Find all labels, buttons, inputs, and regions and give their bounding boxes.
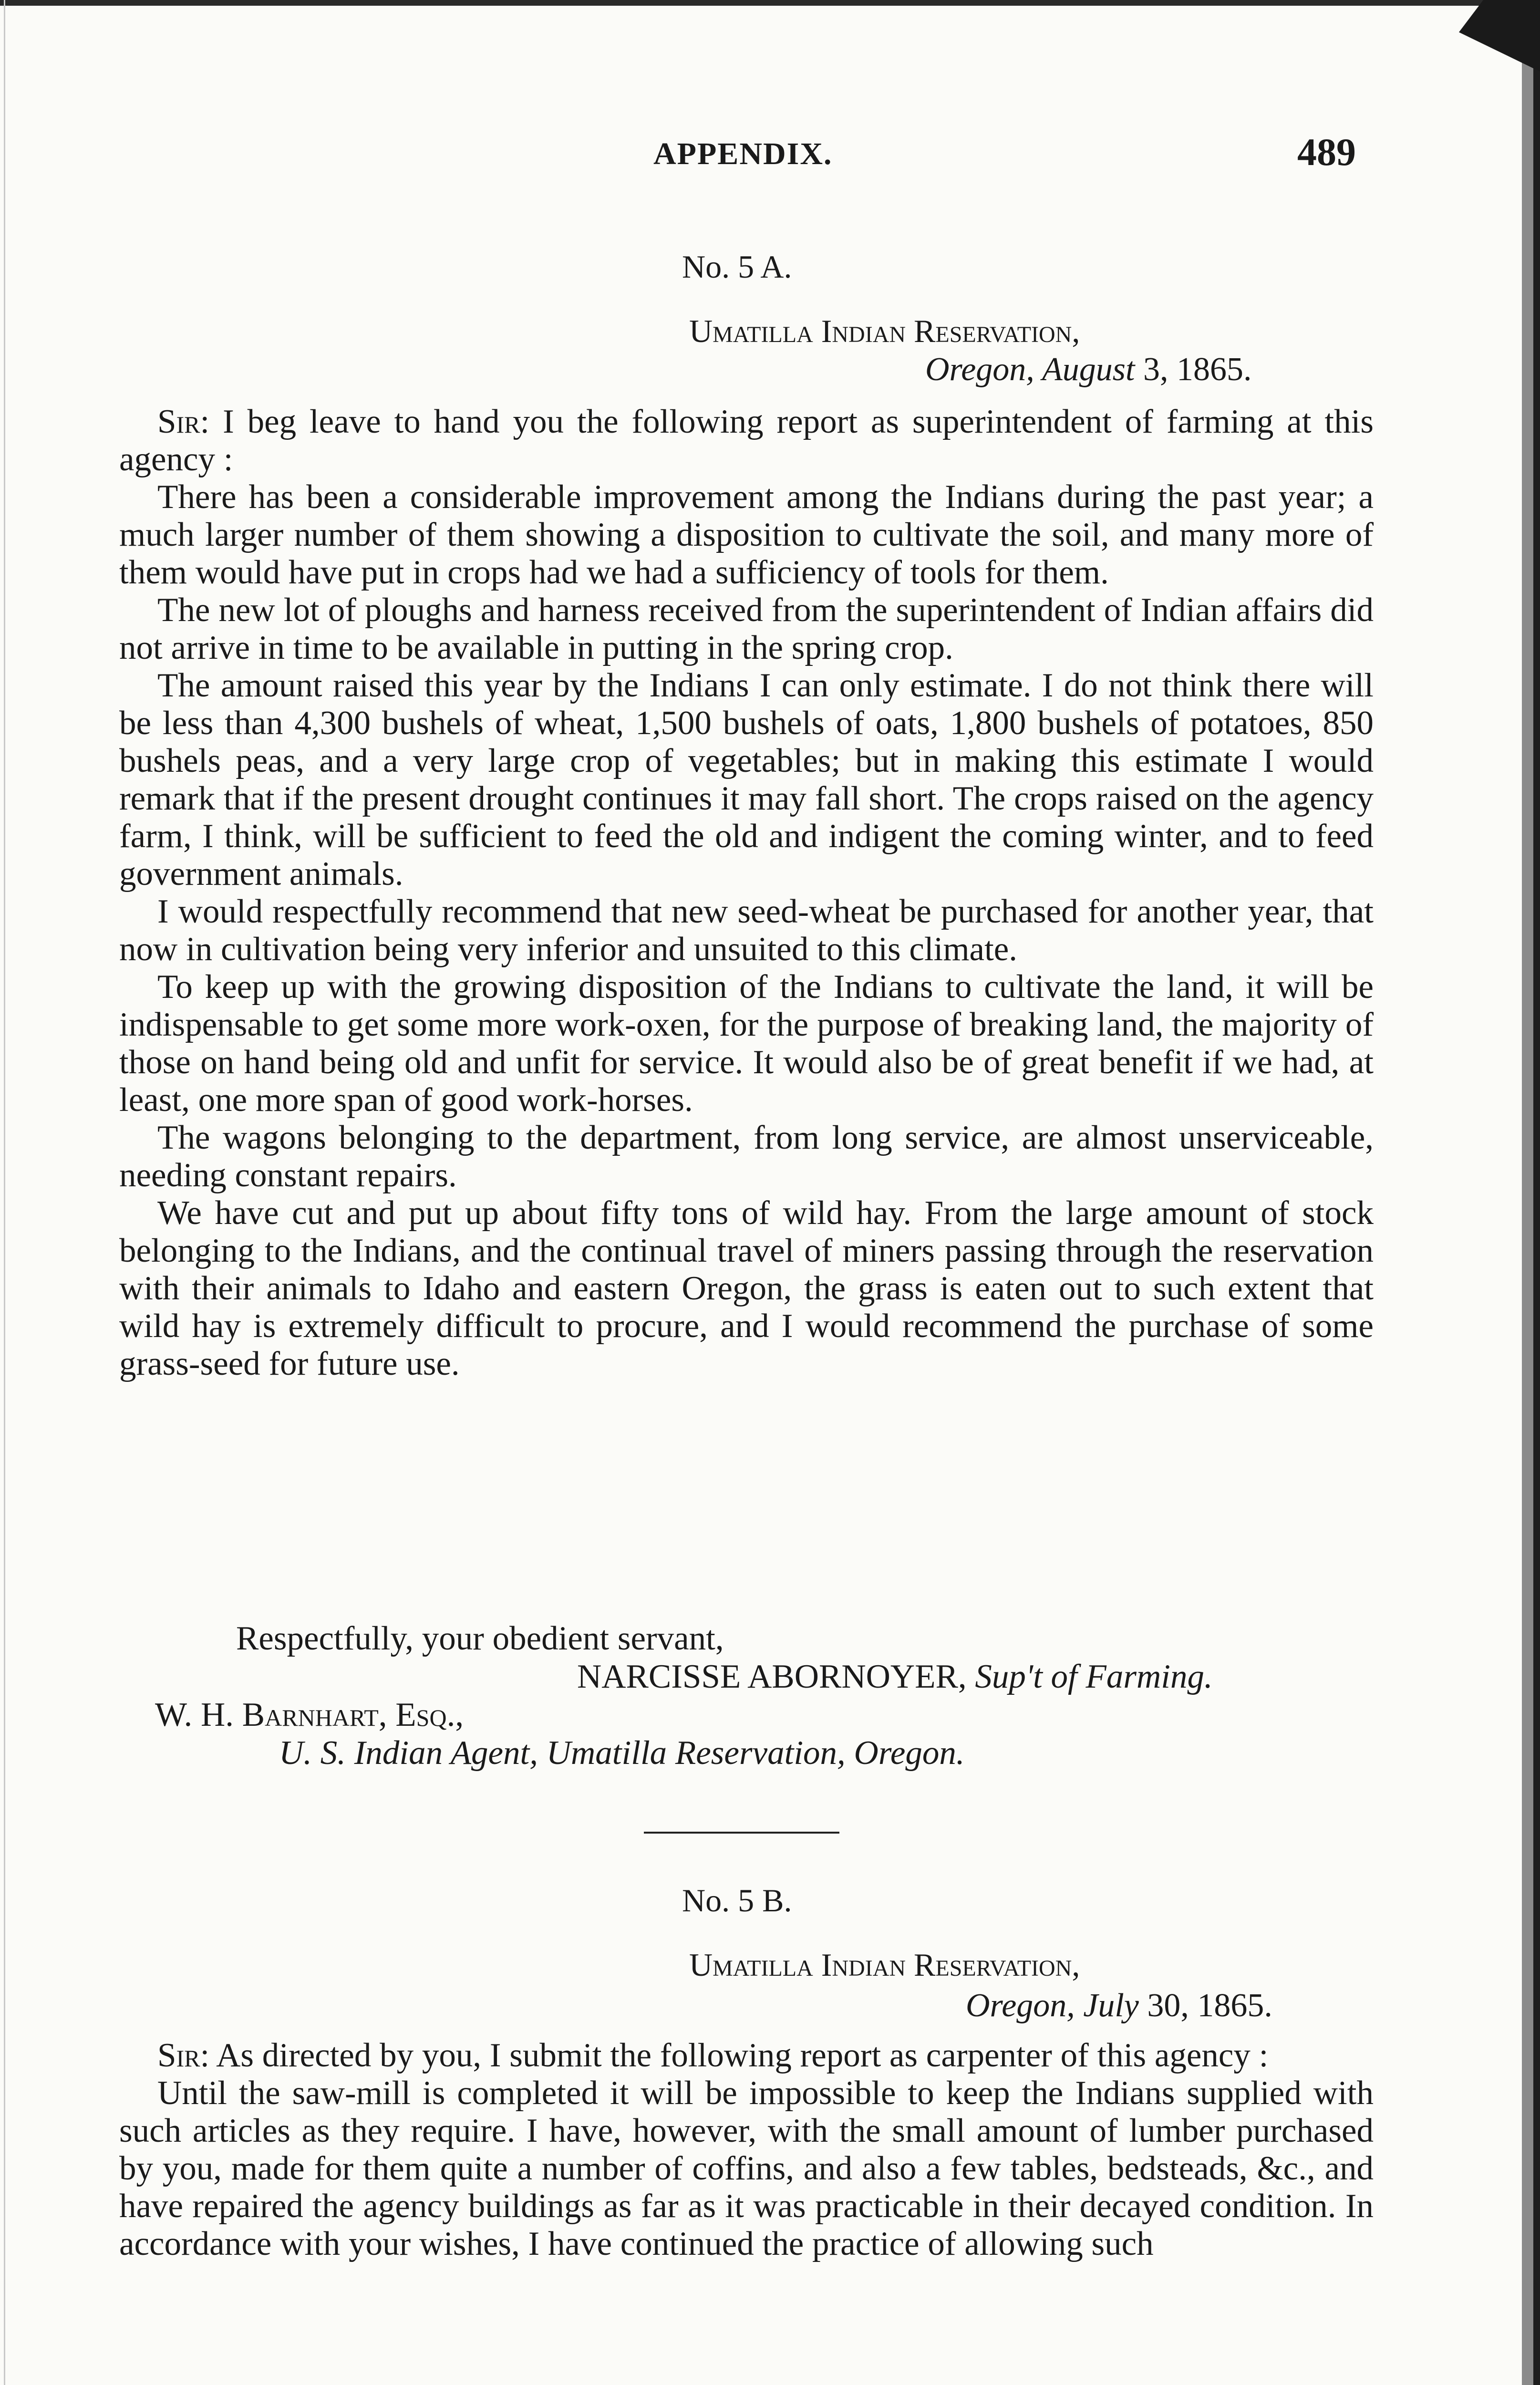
report-a-date — [925, 351, 1251, 389]
report-a-paragraph: To keep up with the growing disposition of the Indians to cultivate the land, it will be indispensable to get some more work-oxen, for the purpose of breaking land, the majority of those on hand being old and unfit for service. It would also be of great benefit if we had, at least, one more span of good work-horses. — [119, 968, 1374, 1119]
report-a-signature — [577, 1658, 1213, 1696]
running-header: APPENDIX. — [653, 136, 833, 171]
report-a-addressee — [155, 1696, 464, 1734]
report-b-place: Umatilla Indian Reservation, — [689, 1947, 1080, 1983]
report-a-salutation: Sir: — [157, 403, 210, 440]
report-a-body — [119, 403, 1374, 1383]
report-b-salutation: Sir: — [157, 2037, 210, 2074]
report-a-date-prefix: Oregon, August — [925, 351, 1135, 388]
report-a-place: Umatilla Indian Reservation, — [689, 313, 1080, 349]
report-b-paragraph: Sir: As directed by you, I submit the following report as carpenter of this agency : — [157, 2037, 1269, 2074]
page-corner-mark — [1459, 0, 1540, 72]
report-a-paragraph: There has been a considerable improvement among the Indians during the past year; a much larger number of them showing a disposition to cultivate the soil, and many more of them would have put in crops had we had a sufficiency of tools for them. — [119, 478, 1374, 591]
report-a-closing: Respectfully, your obedient servant, — [236, 1620, 724, 1657]
report-b-heading: No. 5 B. — [682, 1882, 792, 1918]
report-a-paragraph: The amount raised this year by the Indians I can only estimate. I do not think there will be less than 4,300 bushels of wheat, 1,500 bushels of oats, 1,800 bushels of potatoes, 850 bushels peas, and a very large crop of vegetables; but in making this estimate I would remark that if the present drought continues it may fall short. The crops raised on the agency farm, I think, will be sufficient to feed the old and indigent the coming winter, and to feed government animals. — [119, 667, 1374, 892]
report-b-body — [119, 2037, 1374, 2263]
left-margin-line — [4, 0, 5, 2385]
signature-title: Sup't of Farming. — [975, 1658, 1213, 1695]
report-a-paragraph: We have cut and put up about fifty tons of wild hay. From the large amount of stock belonging to the Indians, and the continual travel of miners passing through the reservation with their animals to Idaho and eastern Oregon, the grass is eaten out to such extent that wild hay is extremely difficult to procure, and I would recommend the purchase of some grass-seed for future use. — [119, 1194, 1374, 1382]
report-b-paragraph: Until the saw-mill is completed it will be impossible to keep the Indians supplied with such articles as they require. I have, however, with the small amount of lumber purchased by you, made for them quite a number of coffins, and also a few tables, bedsteads, &c., and have repaired the agency buildings as far as it was practicable in their decayed condition. In accordance with your wishes, I have continued the practice of allowing such — [119, 2074, 1374, 2262]
report-a-paragraph: The new lot of ploughs and harness received from the superintendent of Indian affairs did not arrive in time to be available in putting in the spring crop. — [119, 591, 1374, 666]
report-a-paragraph: Sir: I beg leave to hand you the following report as superintendent of farming at this agency : — [119, 403, 1374, 478]
report-b-date-prefix: Oregon, July — [966, 1987, 1139, 2024]
addressee-name: W. H. Barnhart, Esq., — [155, 1696, 464, 1733]
report-a-heading: No. 5 A. — [682, 249, 792, 285]
signature-name: NARCISSE ABORNOYER, — [577, 1658, 967, 1695]
page-right-edge — [1522, 0, 1540, 2385]
section-divider — [644, 1832, 839, 1834]
report-a-paragraph: The wagons belonging to the department, from long service, are almost unserviceable, needing constant repairs. — [119, 1119, 1374, 1194]
report-a-date-suffix: 3, 1865. — [1135, 351, 1252, 388]
page-top-edge — [0, 0, 1540, 6]
report-a-addressee-title: U. S. Indian Agent, Umatilla Reservation, Oregon. — [279, 1734, 965, 1772]
report-b-date — [966, 1987, 1272, 2025]
report-a-paragraph: I would respectfully recommend that new seed-wheat be purchased for another year, that now in cultivation being very inferior and unsuited to this climate. — [119, 893, 1374, 968]
page-number: 489 — [1297, 130, 1356, 174]
report-b-date-suffix: 30, 1865. — [1138, 1987, 1272, 2024]
